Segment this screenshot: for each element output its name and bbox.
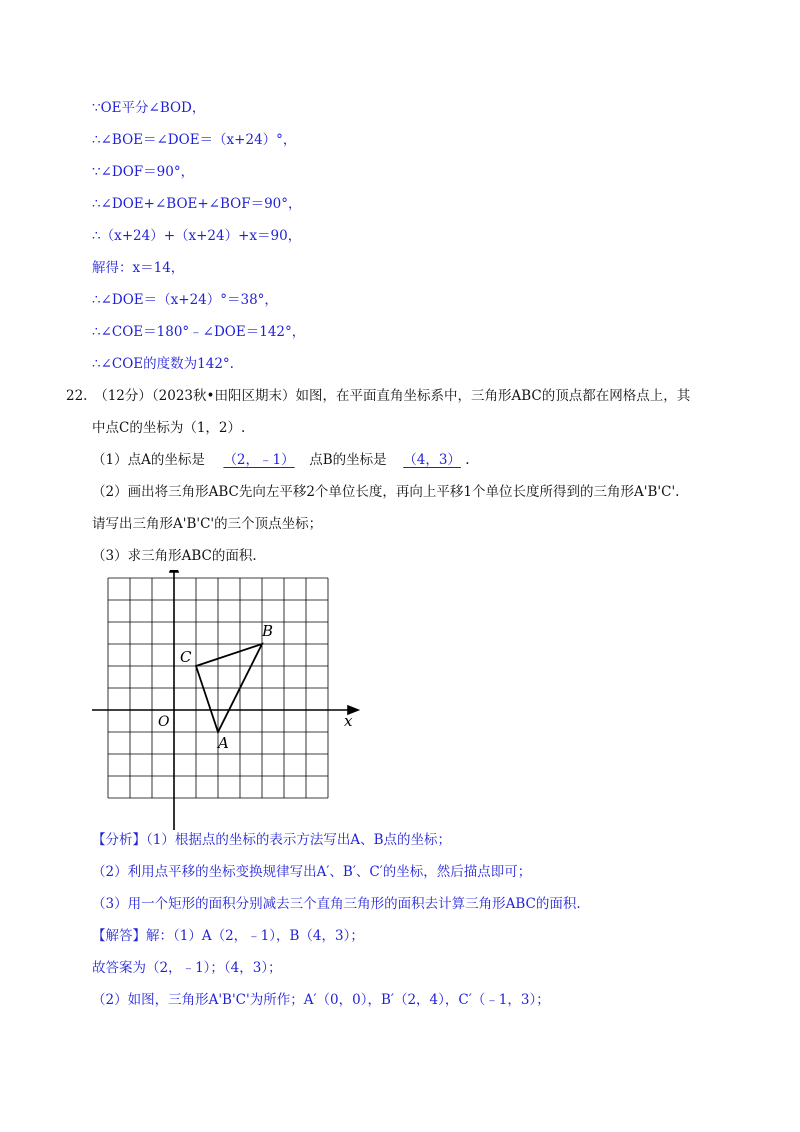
- q1-mid: 点B的坐标是: [309, 452, 387, 468]
- solution-line: ∴∠BOE＝∠DOE＝（x+24）°，: [92, 132, 297, 148]
- q1-answer-a: （2，﹣1）: [223, 452, 295, 468]
- q1-answer-b: （4，3）: [403, 452, 461, 468]
- vertex-label-b: B: [262, 622, 274, 640]
- problem-statement-cont: 中点C的坐标为（1，2）.: [92, 420, 246, 436]
- solution-line: ∵∠DOF＝90°，: [92, 164, 195, 180]
- answer-line: 故答案为（2，﹣1）；（4，3）；: [92, 960, 282, 976]
- question-1: [92, 450, 470, 470]
- solution-line: 解得：x＝14，: [92, 260, 185, 276]
- answer-line: （2）如图，三角形A'B'C'为所作；A′（0，0），B′（2，4），C′（﹣1，3）；: [92, 992, 550, 1008]
- solution-line: ∴∠COE＝180°﹣∠DOE＝142°，: [92, 324, 306, 340]
- solution-line: ∴∠DOE＝（x+24）°＝38°，: [92, 292, 278, 308]
- question-2-cont: 请写出三角形A'B'C'的三个顶点坐标；: [92, 516, 323, 532]
- analysis-line: （2）利用点平移的坐标变换规律写出A′、B′、C′的坐标，然后描点即可；: [92, 864, 532, 880]
- question-2: （2）画出将三角形ABC先向左平移2个单位长度，再向上平移1个单位长度所得到的三角形A'B'C'.: [92, 484, 680, 500]
- analysis-line: （3）用一个矩形的面积分别减去三个直角三角形的面积去计算三角形ABC的面积.: [92, 896, 581, 912]
- problem-statement: 22. （12分）（2023秋•田阳区期末）如图，在平面直角坐标系中，三角形ABC的顶点都在网格点上，其: [66, 388, 691, 404]
- solution-line: ∴（x+24）+（x+24）+x＝90，: [92, 228, 302, 244]
- answer-line: 【解答】解：（1）A（2，﹣1），B（4，3）；: [92, 928, 364, 944]
- solution-line: ∴∠DOE+∠BOE+∠BOF＝90°，: [92, 196, 302, 212]
- solution-line: ∵OE平分∠BOD，: [92, 100, 206, 116]
- origin-label: O: [158, 714, 170, 730]
- axes: [92, 570, 358, 830]
- vertex-label-a: A: [218, 734, 229, 752]
- axis-label-x: x: [344, 712, 353, 730]
- q1-prefix: （1）点A的坐标是: [92, 452, 205, 468]
- analysis-line: 【分析】（1）根据点的坐标的表示方法写出A、B点的坐标；: [92, 832, 452, 848]
- question-3: （3）求三角形ABC的面积.: [92, 548, 257, 564]
- solution-line: ∴∠COE的度数为142°.: [92, 356, 234, 372]
- q1-end: .: [465, 452, 470, 468]
- grid-lines: [108, 578, 328, 798]
- vertex-label-c: C: [180, 648, 192, 666]
- coordinate-figure: [90, 570, 370, 840]
